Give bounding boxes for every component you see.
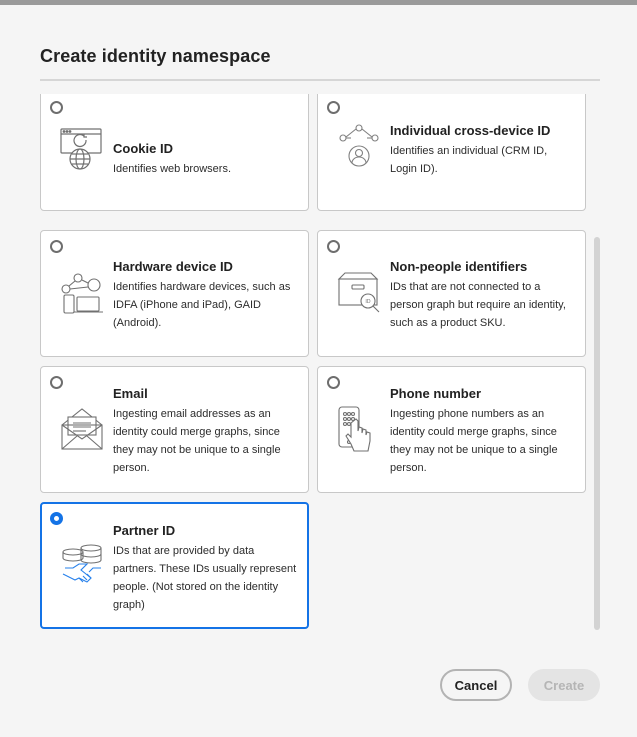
option-card-hardware-device-id[interactable] [40,230,309,357]
radio-non-people-identifiers[interactable] [327,240,340,253]
option-description: IDs that are provided by data partners. These IDs usually represent people. (Not stored on the identity graph) [113,545,297,611]
radio-cookie-id[interactable] [50,101,63,114]
option-card-partner-id[interactable] [40,502,309,629]
option-title: Non-people identifiers [390,259,528,274]
devices-icon [58,271,106,319]
option-description: IDs that are not connected to a person graph but require an identity, such as a product SKU. [390,281,566,329]
radio-partner-id[interactable] [50,512,63,525]
option-description: Identifies web browsers. [113,163,231,175]
option-card-email[interactable] [40,366,309,493]
envelope-icon [58,407,106,455]
box-search-icon [335,269,383,317]
option-description: Identifies an individual (CRM ID, Login ID). [390,145,548,175]
title-divider [40,79,600,81]
option-title: Email [113,386,148,401]
option-description: Ingesting email addresses as an identity could merge graphs, since they may not be unique to a single person. [113,408,281,474]
namespace-options-list[interactable] [40,94,600,634]
dialog-title: Create identity namespace [40,46,271,66]
option-card-cookie-id[interactable] [40,94,309,211]
option-card-phone-number[interactable] [317,366,586,493]
scrollbar-thumb[interactable] [594,237,600,630]
option-title: Hardware device ID [113,259,233,274]
option-title: Individual cross-device ID [390,123,551,138]
option-title: Cookie ID [113,141,173,156]
option-card-individual-cross-device-id[interactable] [317,94,586,211]
handshake-data-icon [59,542,107,590]
cancel-button[interactable]: Cancel [440,669,512,701]
option-title: Partner ID [113,523,176,538]
option-description: Identifies hardware devices, such as IDFA (iPhone and iPad), GAID (Android). [113,281,291,329]
option-description: Ingesting phone numbers as an identity could merge graphs, since they may not be unique to a single person. [390,408,558,474]
radio-phone-number[interactable] [327,376,340,389]
browser-globe-icon [58,125,106,173]
radio-hardware-device-id[interactable] [50,240,63,253]
radio-individual-cross-device-id[interactable] [327,101,340,114]
svg-text:ID: ID [365,299,371,305]
phone-hand-icon [335,405,383,453]
option-card-non-people-identifiers[interactable] [317,230,586,357]
option-title: Phone number [390,386,482,401]
top-edge-bar [0,0,637,5]
radio-email[interactable] [50,376,63,389]
create-button[interactable]: Create [528,669,600,701]
person-network-icon [335,123,383,171]
